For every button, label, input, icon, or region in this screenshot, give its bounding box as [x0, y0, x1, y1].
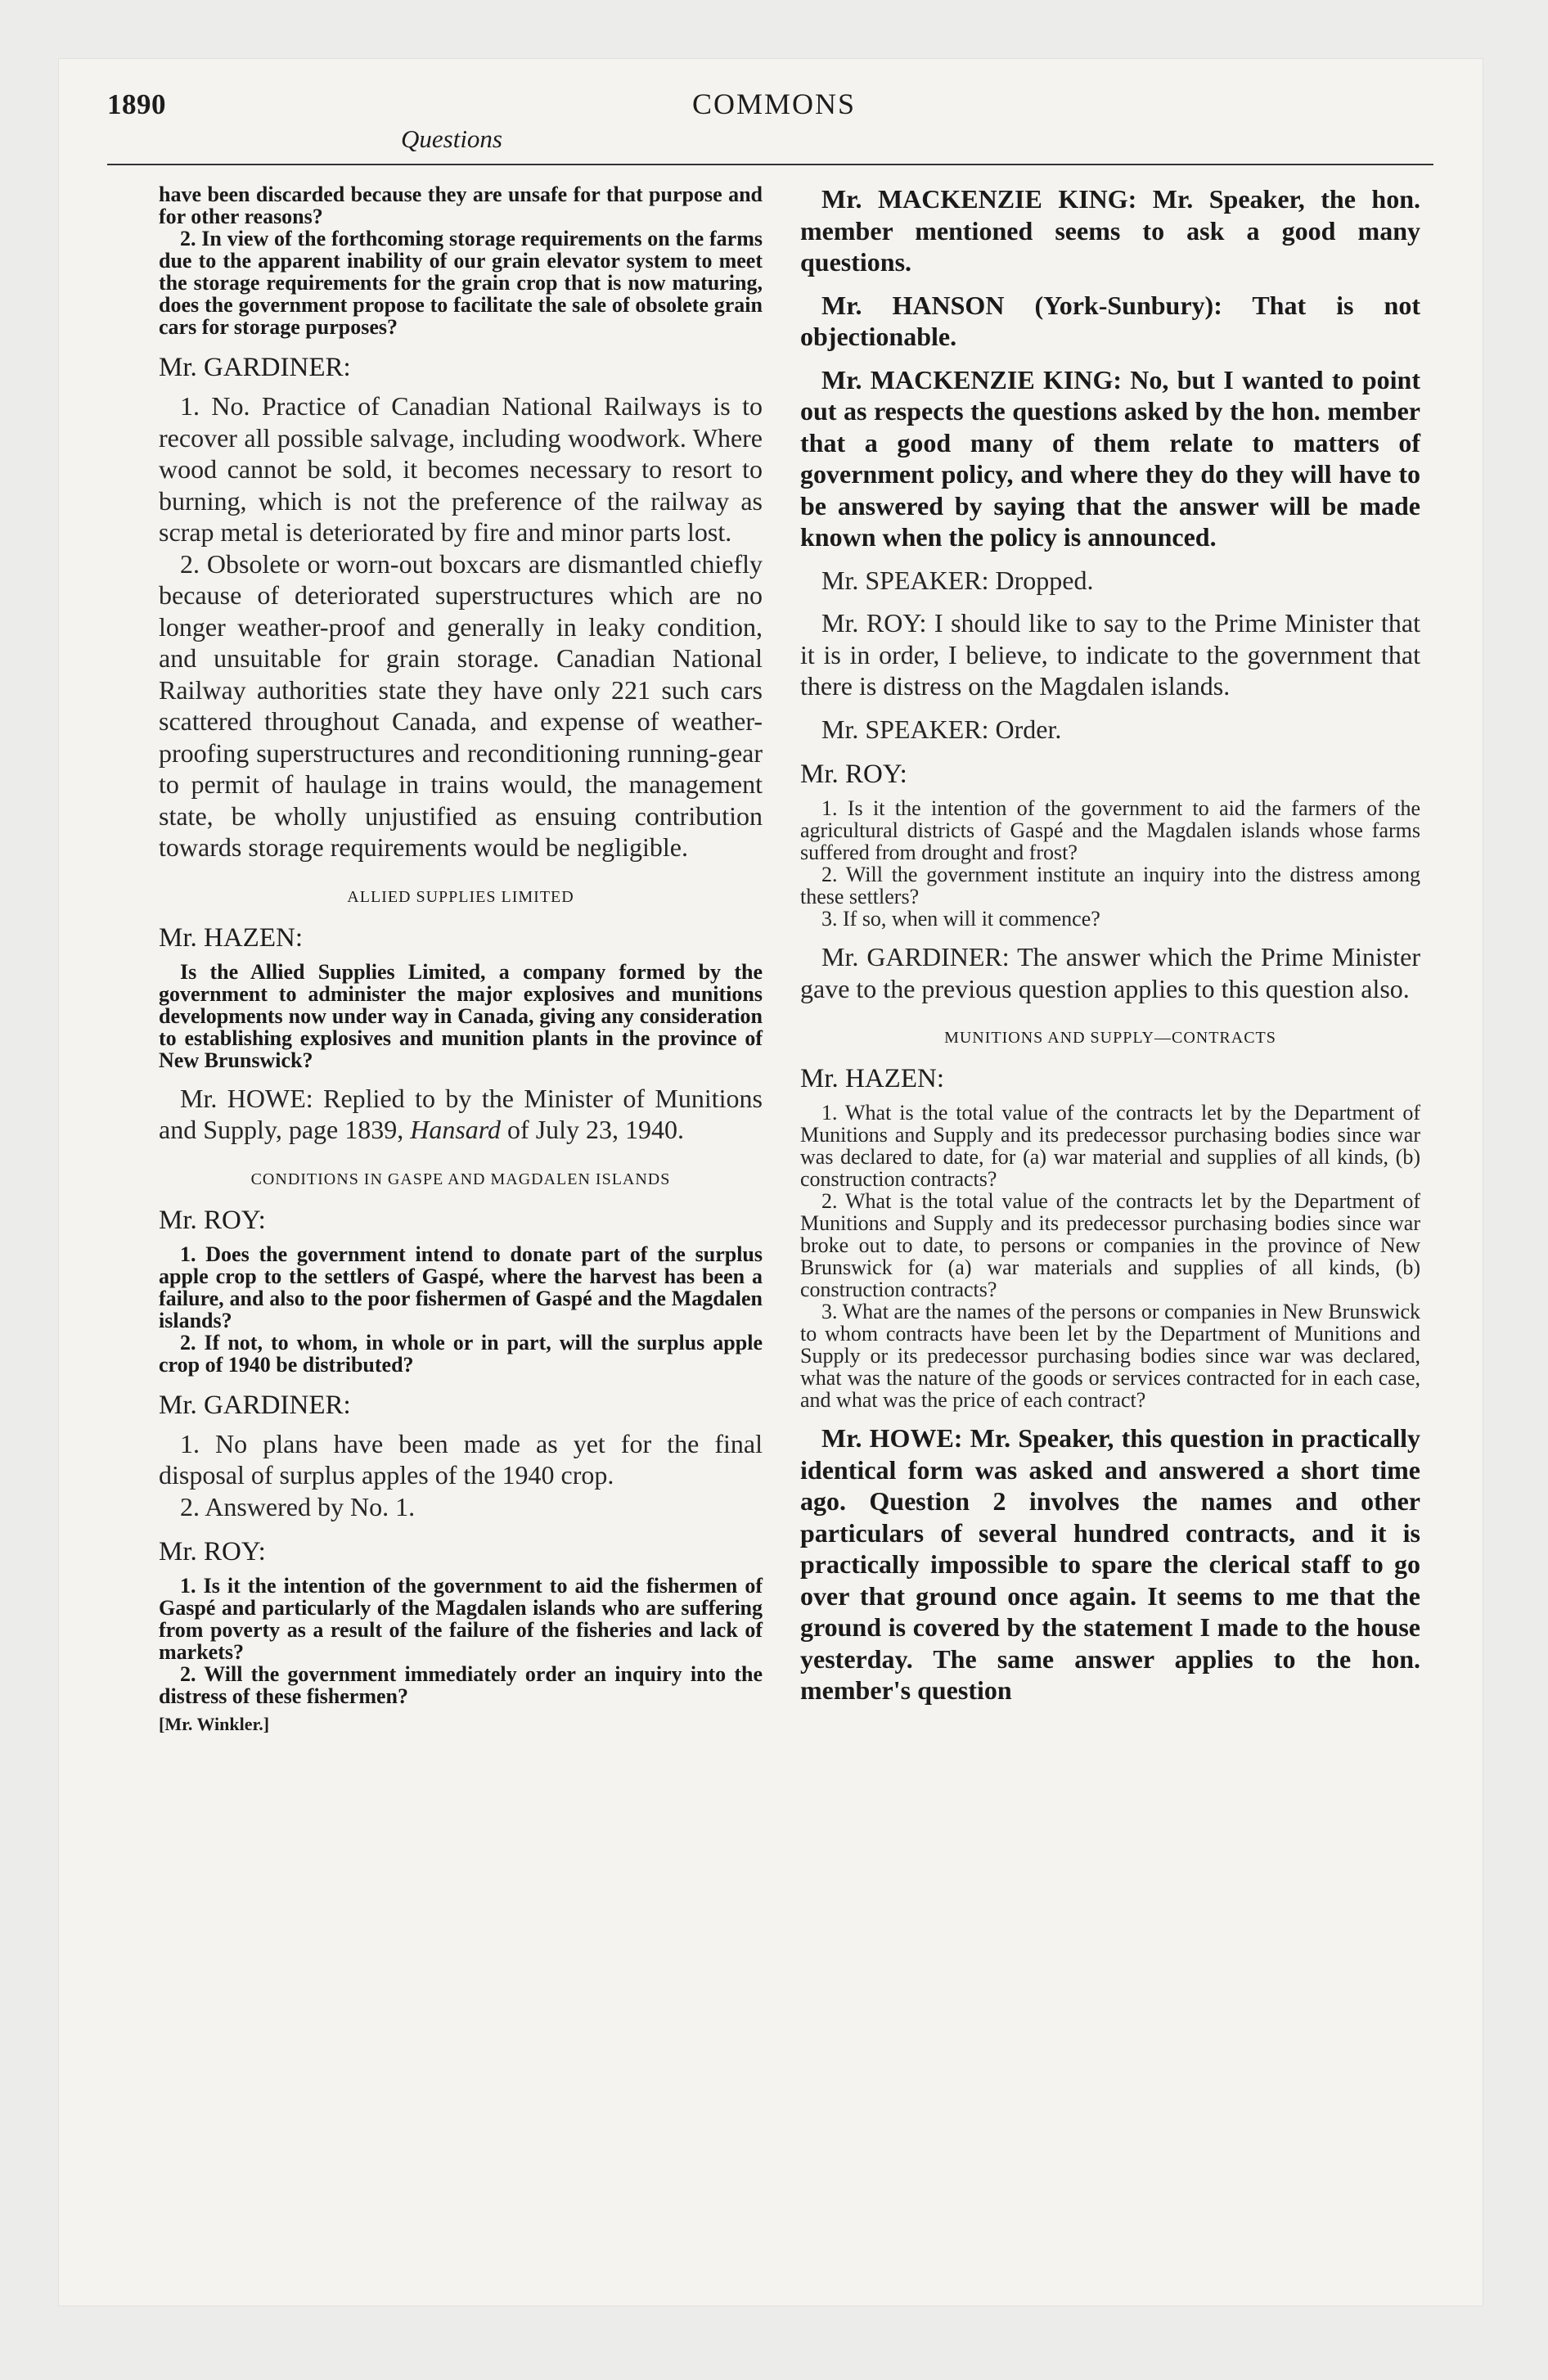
- page-header: [0, 0, 1548, 164]
- roy-remark: Mr. ROY: I should like to say to the Prime Minister that it is in order, I believe, to indicate to the government that there is distress on the Magdalen islands.: [800, 608, 1420, 701]
- section-heading-munitions: MUNITIONS AND SUPPLY—CONTRACTS: [944, 1029, 1276, 1047]
- speaker-howe: Mr. HOWE:: [180, 1083, 313, 1113]
- right-column: [800, 183, 1420, 1706]
- left-column: [159, 183, 763, 1735]
- roy2-question-2: 2. Will the government immediately order an inquiry into the distress of these fishermen?: [159, 1662, 763, 1708]
- roy3-question-1: 1. Is it the intention of the government to aid the farmers of the agricultural districts of Gaspé and the Magdalen islands whose farms suffered from drought and frost?: [800, 796, 1420, 864]
- hansard-ref: Hansard: [410, 1115, 502, 1144]
- section-runner: Questions: [401, 124, 502, 153]
- speaker-hazen-2: Mr. HAZEN:: [800, 1064, 944, 1093]
- section-heading-allied: ALLIED SUPPLIES LIMITED: [347, 887, 574, 906]
- house-title: COMMONS: [691, 88, 857, 120]
- hazen-question-2: 2. What is the total value of the contracts let by the Department of Munitions and Supply and its predecessor purchasing bodies since war broke out to date, to persons or companies in the province of New Brunswick for (a) war materials and supplies of all kinds, (b) construction contracts?: [800, 1189, 1420, 1301]
- question-allied: Is the Allied Supplies Limited, a company formed by the government to administer the major explosives and munitions developments now under way in Canada, giving any consideration to establishing explosives and munition plants in the province of New Brunswick?: [159, 959, 763, 1072]
- hazen-question-1: 1. What is the total value of the contracts let by the Department of Munitions and Supply and its predecessor purchasing bodies since war was declared to date, for (a) war material and supplies of all kinds, (b) construction contracts?: [800, 1101, 1420, 1191]
- roy-question-1: 1. Does the government intend to donate part of the surplus apple crop to the settlers of Gaspé, where the harvest has been a failure, and also to the poor fishermen of Gaspé and the Magdalen islands?: [159, 1242, 763, 1332]
- king-remark-1: Mr. MACKENZIE KING: Mr. Speaker, the hon. member mentioned seems to ask a good many questions.: [800, 184, 1420, 277]
- king-remark-2: Mr. MACKENZIE KING: No, but I wanted to point out as respects the questions asked by the hon. member that a good many of them relate to matters of government policy, and where they do they will have to be answered by saying that the answer will be made known when the policy is announced.: [800, 364, 1420, 552]
- question-continuation: have been discarded because they are unsafe for that purpose and for other reasons?: [159, 183, 763, 228]
- answer-1: 1. No. Practice of Canadian National Railways is to recover all possible salvage, including woodwork. Where wood cannot be sold, it becomes necessary to resort to burning, which is not the preference of the railway as scrap metal is deteriorated by fire and minor parts lost.: [159, 391, 763, 547]
- speaker-gardiner-2: Mr. GARDINER:: [159, 1390, 351, 1420]
- hanson-remark: Mr. HANSON (York-Sunbury): That is not objectionable.: [800, 290, 1420, 351]
- gardiner-answer-1: 1. No plans have been made as yet for the final disposal of surplus apples of the 1940 crop.: [159, 1428, 763, 1490]
- question-2: 2. In view of the forthcoming storage requirements on the farms due to the apparent inability of our grain elevator system to meet the storage requirements for the grain crop that is now maturing, does the government propose to facilitate the sale of obsolete grain cars for storage purposes?: [159, 227, 763, 339]
- roy-question-2: 2. If not, to whom, in whole or in part, will the surplus apple crop of 1940 be distributed?: [159, 1330, 763, 1377]
- speaker-order: Mr. SPEAKER: Order.: [821, 714, 1062, 744]
- page-number: 1890: [107, 88, 166, 120]
- speaker-roy: Mr. ROY:: [159, 1205, 266, 1235]
- gardiner-answer-2: 2. Answered by No. 1.: [180, 1491, 416, 1521]
- speaker-roy-3: Mr. ROY:: [800, 760, 907, 789]
- hazen-question-3: 3. What are the names of the persons or companies in New Brunswick to whom contracts have been let by the Department of Munitions and Supply or its predecessor purchasing bodies since war was declared, what was the nature of the goods or services contracted for in each case, and what was the price of each contract?: [800, 1300, 1420, 1412]
- roy3-question-2: 2. Will the government institute an inquiry into the distress among these settlers?: [800, 863, 1420, 908]
- roy2-question-1: 1. Is it the intention of the government to aid the fishermen of Gaspé and particularly of the Magdalen islands who are suffering from poverty as a result of the failure of the fisheries and lack of markets?: [159, 1574, 763, 1664]
- speaker-hazen: Mr. HAZEN:: [159, 922, 303, 953]
- page-signature: [Mr. Winkler.]: [159, 1714, 270, 1734]
- answer-2: 2. Obsolete or worn-out boxcars are dismantled chiefly because of deteriorated superstructures which are no longer weather-proof and generally in leaky condition, and unsuitable for grain storage. Canadian National Railway authorities state they have only 221 such cars scattered throughout Canada, and expense of weather-proofing superstructures and reconditioning running-gear to permit of haulage in trains would, the management state, be wholly unjustified as ensuing contribution towards storage requirements would be negligible.: [159, 548, 763, 862]
- howe-reply: Mr. HOWE: Replied to by the Minister of Munitions and Supply, page 1839, Hansard of July 23, 1940.: [159, 1083, 763, 1144]
- header-rule: [107, 164, 1433, 165]
- speaker-dropped: Mr. SPEAKER: Dropped.: [821, 565, 1094, 595]
- roy3-question-3: 3. If so, when will it commence?: [821, 907, 1100, 931]
- speaker-roy-2: Mr. ROY:: [159, 1537, 266, 1566]
- section-heading-gaspe: CONDITIONS IN GASPE AND MAGDALEN ISLANDS: [250, 1170, 671, 1188]
- gardiner-answer-3: Mr. GARDINER: The answer which the Prime Minister gave to the previous question applies to this question also.: [800, 942, 1420, 1003]
- howe-answer: Mr. HOWE: Mr. Speaker, this question in practically identical form was asked and answered a short time ago. Question 2 involves the names and other particulars of several hundred contracts, and it is practically impossible to spare the clerical staff to go over that ground once again. It seems to me that the ground is covered by the statement I made to the house yesterday. The same answer applies to the hon. member's question: [800, 1423, 1420, 1705]
- speaker-gardiner: Mr. GARDINER:: [159, 353, 351, 382]
